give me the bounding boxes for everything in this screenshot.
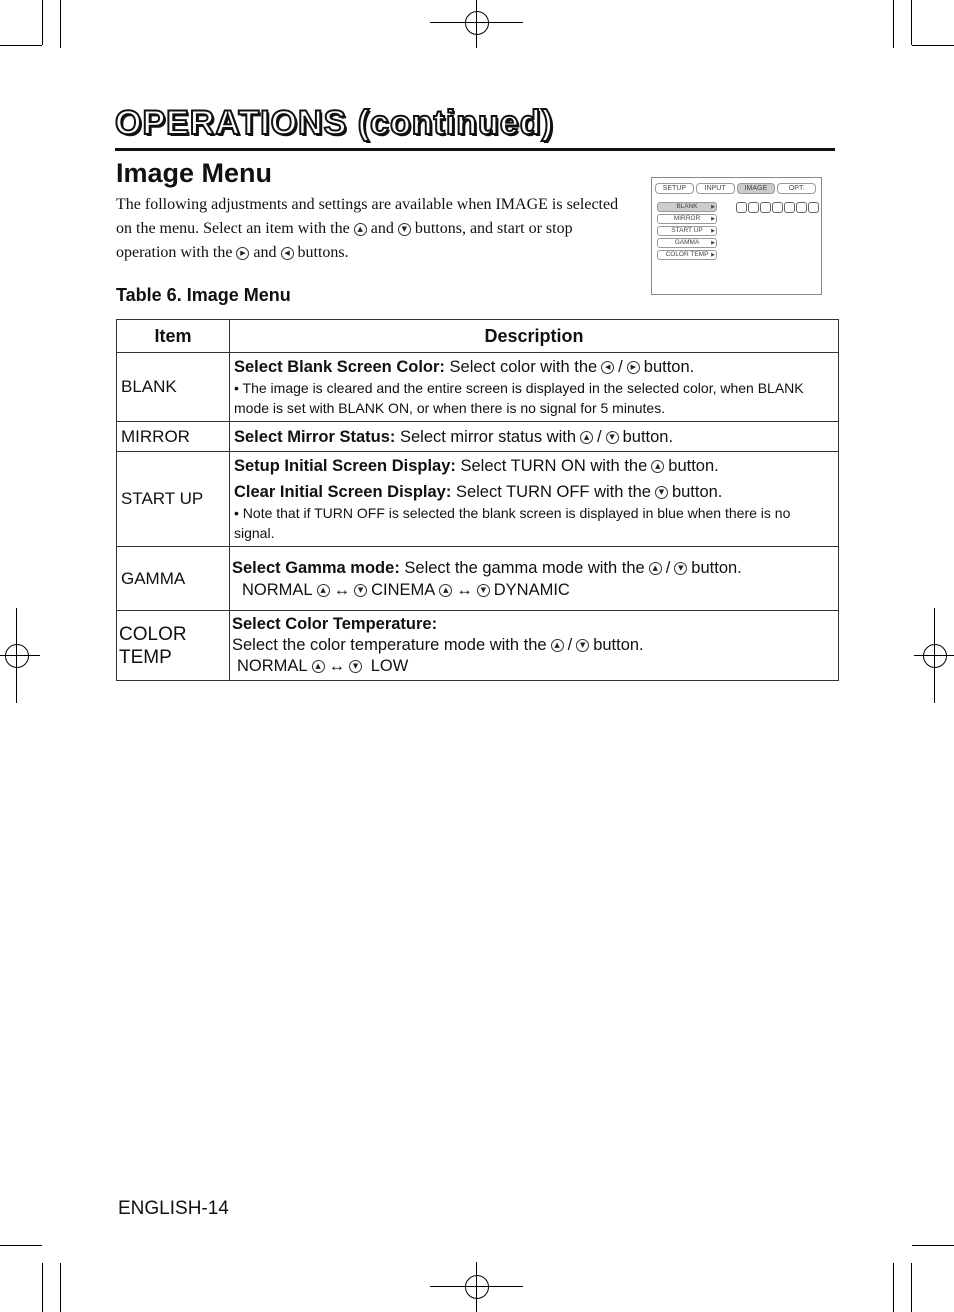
osd-tabs — [655, 183, 818, 193]
table-header-row — [117, 320, 839, 353]
osd-tab-opt: OPT. — [777, 183, 816, 194]
blank-note: • The image is cleared and the entire screen is displayed in the selected color, when BLANK mode is set with BLANK ON, or when there is no signal for 5 minutes. — [234, 380, 804, 416]
right-button-icon: ▶ — [627, 361, 640, 374]
osd-swatch — [736, 202, 747, 213]
down-button-icon: ▼ — [398, 223, 411, 236]
up-button-icon: ▲ — [651, 460, 664, 473]
osd-item-color-temp: COLOR TEMP ▶ — [657, 250, 717, 260]
intro-paragraph: The following adjustments and settings are available when IMAGE is selected on the menu. Select an item with the ▲ and ▼ buttons, and start or stop operation with the ▶ and ◀ buttons. — [116, 196, 619, 261]
osd-tab-input: INPUT — [696, 183, 735, 194]
up-button-icon: ▲ — [649, 562, 662, 575]
row-item-blank: BLANK — [117, 353, 230, 422]
row-item-start-up: START UP — [117, 452, 230, 547]
down-button-icon: ▼ — [674, 562, 687, 575]
table-caption: Table 6. Image Menu — [116, 285, 291, 305]
table-row — [117, 353, 839, 422]
start-up-note: • Note that if TURN OFF is selected the blank screen is displayed in blue when there is no signal. — [234, 505, 791, 541]
table-row — [117, 611, 839, 681]
down-button-icon: ▼ — [655, 486, 668, 499]
osd-swatch — [784, 202, 795, 213]
row-desc-gamma: Select Gamma mode: Select the gamma mode with the ▲ / ▼ button. NORMAL ▲ ↔ ▼ CINEMA ▲ ↔ ▼ DYNAMIC — [230, 547, 839, 611]
section-title: Image Menu — [116, 158, 273, 188]
row-item-color-temp: COLOR TEMP — [117, 611, 230, 681]
down-button-icon: ▼ — [576, 639, 589, 652]
down-button-icon: ▼ — [606, 431, 619, 444]
table-row — [117, 452, 839, 547]
osd-tab-setup: SETUP — [655, 183, 694, 194]
gamma-sequence: NORMAL ▲ ↔ ▼ CINEMA ▲ ↔ ▼ DYNAMIC — [242, 580, 570, 599]
row-desc-start-up: Setup Initial Screen Display: Select TURN ON with the ▲ button. Clear Initial Screen Display: Select TURN OFF with the ▼ button. • Note that if TURN OFF is selected the blank screen is displayed in blue when there is no signal. — [230, 452, 839, 547]
row-desc-mirror: Select Mirror Status: Select mirror status with ▲ / ▼ button. — [230, 422, 839, 452]
header-description: Description — [230, 320, 839, 353]
up-button-icon: ▲ — [312, 660, 325, 673]
up-button-icon: ▲ — [439, 584, 452, 597]
down-button-icon: ▼ — [349, 660, 362, 673]
table-row — [117, 422, 839, 452]
osd-item-mirror: MIRROR ▶ — [657, 214, 717, 224]
down-button-icon: ▼ — [477, 584, 490, 597]
osd-item-gamma: GAMMA ▶ — [657, 238, 717, 248]
header-rule — [115, 148, 835, 151]
row-desc-blank: Select Blank Screen Color: Select color with the ◀ / ▶ button. • The image is cleared and the entire screen is displayed in the selected color, when BLANK mode is set with BLANK ON, or when there is no signal for 5 minutes. — [230, 353, 839, 422]
osd-item-blank: BLANK ▶ — [657, 202, 717, 212]
osd-swatch — [772, 202, 783, 213]
color-temp-sequence: NORMAL ▲ ↔ ▼ LOW — [237, 657, 409, 675]
osd-swatch — [760, 202, 771, 213]
osd-swatch — [796, 202, 807, 213]
header-item: Item — [117, 320, 230, 353]
osd-menu-illustration — [651, 177, 822, 295]
row-item-gamma: GAMMA — [117, 547, 230, 611]
up-button-icon: ▲ — [317, 584, 330, 597]
left-button-icon: ◀ — [281, 247, 294, 260]
left-button-icon: ◀ — [601, 361, 614, 374]
osd-swatch — [748, 202, 759, 213]
row-desc-color-temp: Select Color Temperature: Select the color temperature mode with the ▲ / ▼ button. NORMAL ▲ ↔ ▼ LOW — [230, 611, 839, 681]
osd-tab-image: IMAGE — [737, 183, 776, 194]
page-header-title: OPERATIONS (continued) — [115, 104, 554, 142]
image-menu-table — [116, 319, 839, 681]
osd-items — [657, 202, 717, 262]
osd-color-swatches — [736, 202, 820, 213]
page-number: ENGLISH-14 — [118, 1198, 229, 1219]
osd-item-start-up: START UP ▶ — [657, 226, 717, 236]
up-button-icon: ▲ — [580, 431, 593, 444]
osd-swatch — [808, 202, 819, 213]
up-button-icon: ▲ — [354, 223, 367, 236]
right-button-icon: ▶ — [236, 247, 249, 260]
row-item-mirror: MIRROR — [117, 422, 230, 452]
up-button-icon: ▲ — [551, 639, 564, 652]
down-button-icon: ▼ — [354, 584, 367, 597]
table-row — [117, 547, 839, 611]
